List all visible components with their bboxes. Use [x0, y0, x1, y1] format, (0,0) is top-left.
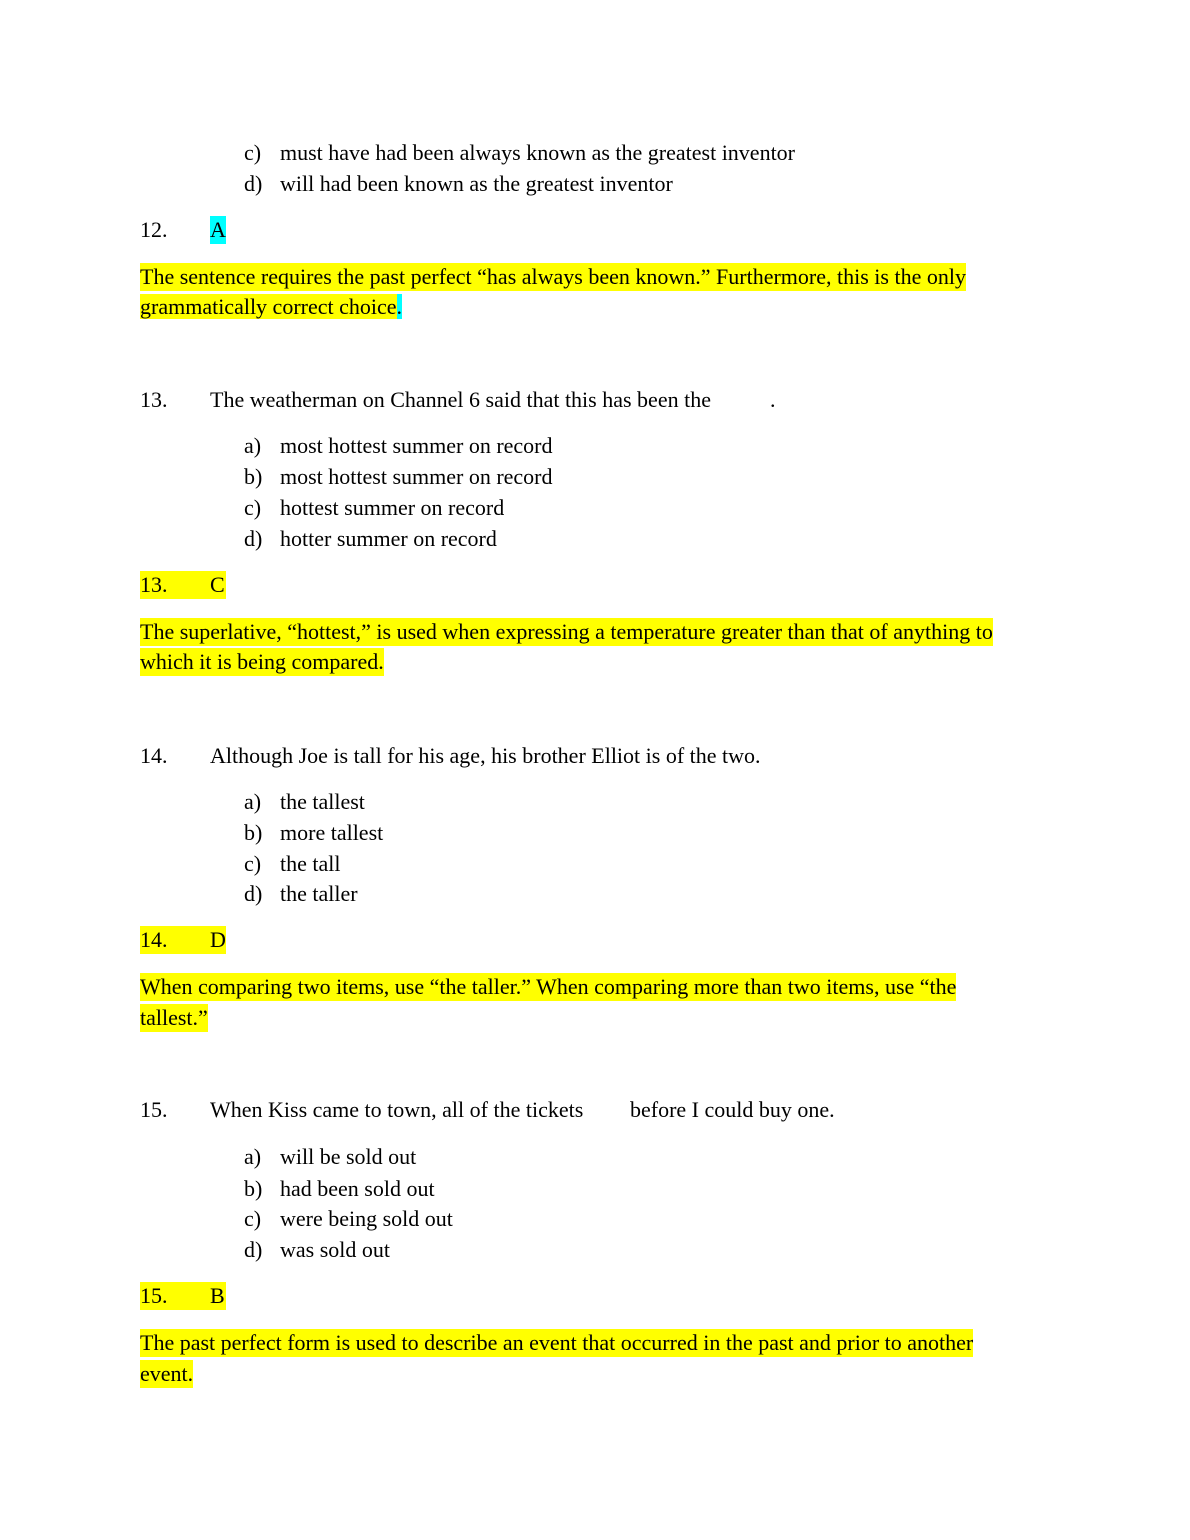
option-letter: b) [244, 820, 263, 845]
explanation-line [140, 293, 402, 321]
option-letter: d) [244, 171, 263, 196]
option-letter: c) [244, 140, 262, 165]
option-text: hotter summer on record [280, 526, 497, 551]
option-text: were being sold out [280, 1206, 453, 1231]
explanation-line: event. [140, 1361, 194, 1386]
option-letter: d) [244, 1237, 263, 1262]
question-number: 14. [140, 743, 168, 768]
explanation-line: tallest.” [140, 1005, 208, 1030]
option-letter: c) [244, 1206, 262, 1231]
question-text-end: . [770, 387, 776, 412]
option-text: was sold out [280, 1237, 390, 1262]
answer-letter: B [210, 1283, 225, 1308]
option-text: will be sold out [280, 1144, 417, 1169]
answer-number: 15. [140, 1283, 168, 1308]
option-letter: d) [244, 881, 263, 906]
answer-letter: C [210, 572, 225, 597]
option-letter: a) [244, 433, 262, 458]
question-text: Although Joe is tall for his age, his brother Elliot is of the two. [210, 743, 761, 768]
question-number: 15. [140, 1097, 168, 1122]
option-text: had been sold out [280, 1176, 435, 1201]
answer-number: 12. [140, 217, 168, 242]
option-text: most hottest summer on record [280, 433, 553, 458]
explanation-line: The superlative, “hottest,” is used when expressing a temperature greater than that of anything to [140, 619, 993, 644]
answer-line [140, 571, 226, 599]
answer-letter: D [210, 927, 226, 952]
option-text: must have had been always known as the greatest inventor [280, 140, 796, 165]
answer-number: 13. [140, 572, 168, 597]
option-letter: b) [244, 1176, 263, 1201]
option-letter: d) [244, 526, 263, 551]
explanation-line: When comparing two items, use “the taller.” When comparing more than two items, use “the [140, 974, 957, 999]
question-number: 13. [140, 387, 168, 412]
question-text-end: before I could buy one. [630, 1097, 835, 1122]
option-text: the tall [280, 851, 341, 876]
explanation-text: grammatically correct choice [140, 294, 397, 319]
option-letter: c) [244, 495, 262, 520]
answer-line [140, 926, 226, 954]
option-letter: b) [244, 464, 263, 489]
explanation-line: The past perfect form is used to describe an event that occurred in the past and prior to another [140, 1330, 974, 1355]
option-letter: a) [244, 789, 262, 814]
explanation-line: which it is being compared. [140, 649, 384, 674]
question-text: The weatherman on Channel 6 said that this has been the [210, 387, 711, 412]
explanation-period: . [396, 294, 403, 319]
answer-letter: A [210, 217, 226, 242]
option-text: will had been known as the greatest inventor [280, 171, 673, 196]
option-letter: c) [244, 851, 262, 876]
question-text: When Kiss came to town, all of the tickets [210, 1097, 584, 1122]
answer-number: 14. [140, 927, 168, 952]
option-text: the taller [280, 881, 358, 906]
option-text: the tallest [280, 789, 365, 814]
option-text: hottest summer on record [280, 495, 505, 520]
option-letter: a) [244, 1144, 262, 1169]
explanation-line: The sentence requires the past perfect “has always been known.” Furthermore, this is the only [140, 264, 966, 289]
option-text: most hottest summer on record [280, 464, 553, 489]
option-text: more tallest [280, 820, 384, 845]
answer-line [140, 1282, 226, 1310]
